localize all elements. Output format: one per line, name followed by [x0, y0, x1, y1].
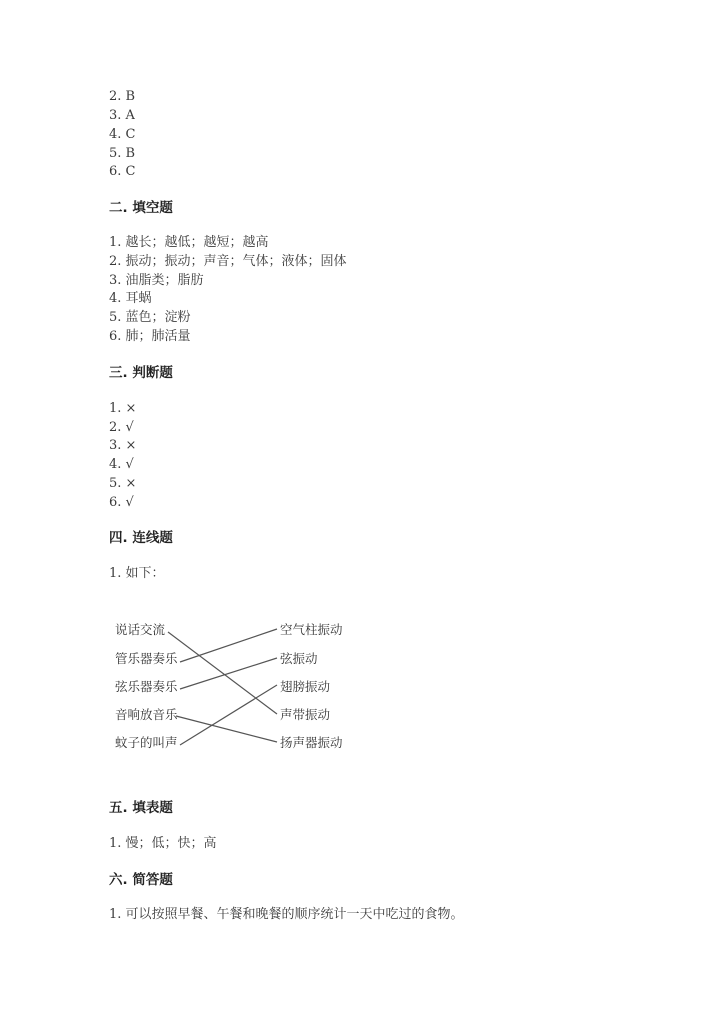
right-item: 扬声器振动 [280, 735, 343, 750]
answer-line: 2. 振动；振动；声音；气体；液体；固体 [109, 254, 347, 269]
answer-line: 1. 慢；低；快；高 [109, 836, 217, 851]
answer-line: 3. × [109, 438, 137, 453]
section-heading-short-answer: 六. 简答题 [109, 872, 173, 888]
section-heading-matching: 四. 连线题 [109, 530, 173, 546]
answer-line: 2. √ [109, 420, 134, 435]
answer-line: 1. 可以按照早餐、午餐和晚餐的顺序统计一天中吃过的食物。 [109, 907, 464, 922]
answer-line: 3. 油脂类；脂肪 [109, 273, 204, 288]
answer-line: 1. 如下： [109, 566, 165, 581]
answer-line: 6. C [109, 164, 136, 179]
section-heading-fill-in: 二. 填空题 [109, 200, 173, 216]
answer-line: 4. √ [109, 457, 134, 472]
answer-line: 4. C [109, 127, 136, 142]
right-item: 空气柱振动 [280, 622, 343, 637]
right-item: 弦振动 [280, 651, 318, 666]
answer-line: 3. A [109, 108, 135, 123]
answer-line: 2. B [109, 89, 136, 104]
answer-line: 6. √ [109, 495, 134, 510]
section-heading-table-fill: 五. 填表题 [109, 800, 173, 816]
answer-line: 5. 蓝色；淀粉 [109, 310, 191, 325]
answer-line: 1. × [109, 401, 137, 416]
right-item: 声带振动 [280, 707, 331, 722]
answer-line: 4. 耳蜗 [109, 291, 152, 306]
right-item: 翅膀振动 [280, 679, 331, 694]
left-item: 蚊子的叫声 [115, 735, 178, 750]
connector-line [180, 658, 277, 689]
left-item: 音响放音乐 [115, 707, 178, 722]
answer-line: 5. B [109, 146, 136, 161]
answer-line: 6. 肺；肺活量 [109, 329, 191, 344]
connector-line [180, 629, 277, 662]
matching-diagram [100, 612, 370, 762]
left-item: 说话交流 [115, 622, 166, 637]
left-item: 管乐器奏乐 [115, 651, 178, 666]
answer-line: 5. × [109, 476, 137, 491]
left-item: 弦乐器奏乐 [115, 679, 178, 694]
answer-line: 1. 越长；越低；越短；越高 [109, 235, 269, 250]
section-heading-true-false: 三. 判断题 [109, 365, 173, 381]
connector-line [180, 685, 277, 745]
connector-line [168, 632, 277, 714]
